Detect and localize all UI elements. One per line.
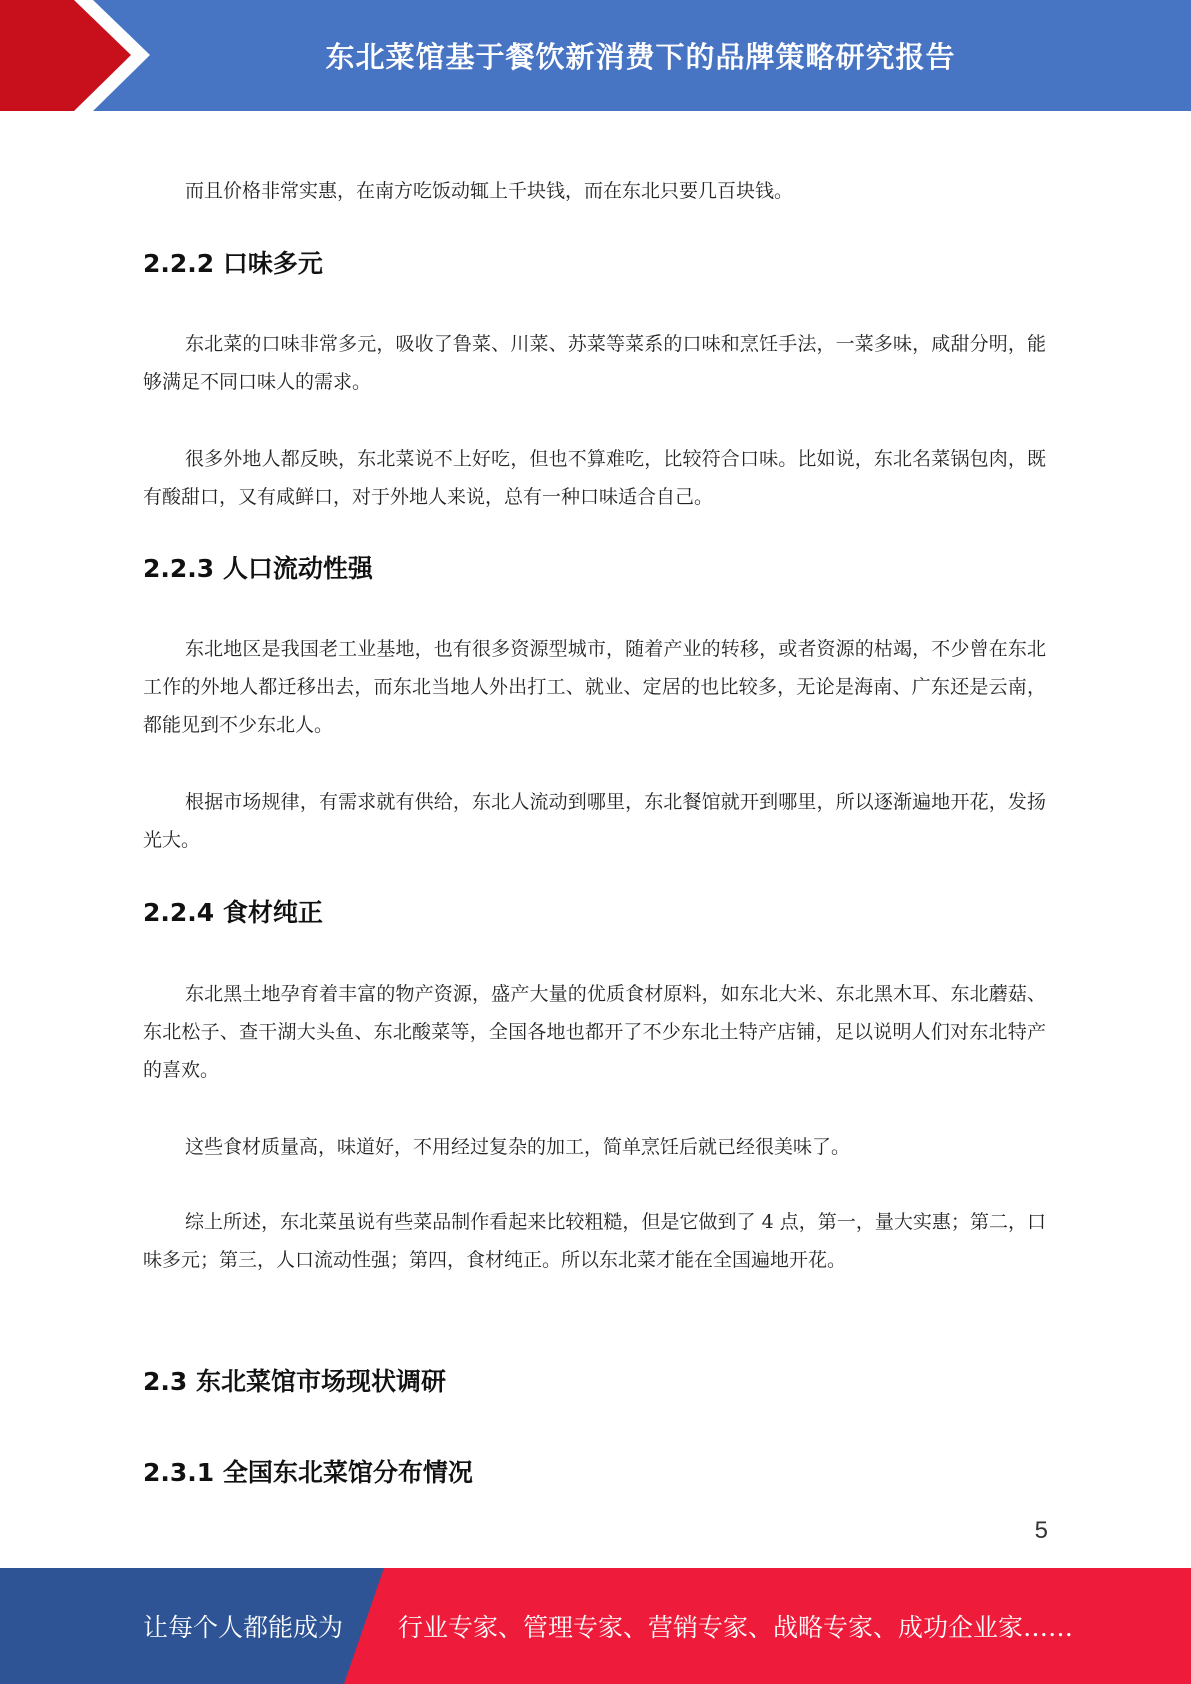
section-heading-2-2-3: 2.2.3 人口流动性强: [143, 554, 373, 583]
paragraph-ingredients: 东北黑土地孕育着丰富的物产资源，盛产大量的优质食材原料，如东北大米、东北黑木耳、东北蘑菇、东北松子、查干湖大头鱼、东北酸菜等，全国各地也都开了不少东北土特产店铺，足以说明人们对东北特产的喜欢。: [143, 983, 1046, 1081]
section-heading-2-2-4: 2.2.4 食材纯正: [143, 898, 323, 927]
page-number: 5: [1034, 1517, 1048, 1544]
footer-slogan-right: 行业专家、管理专家、营销专家、战略专家、成功企业家……: [398, 1613, 1074, 1642]
paragraph-migration: 东北地区是我国老工业基地，也有很多资源型城市，随着产业的转移，或者资源的枯竭，不少曾在东北工作的外地人都迁移出去，而东北当地人外出打工、就业、定居的也比较多，无论是海南、广东还是云南，都能见到不少东北人。: [143, 638, 1046, 736]
page-footer-banner: [0, 1568, 1191, 1684]
paragraph-summary: 综上所述，东北菜虽说有些菜品制作看起来比较粗糙，但是它做到了 4 点，第一，量大实惠；第二，口味多元；第三，人口流动性强；第四，食材纯正。所以东北菜才能在全国遍地开花。: [143, 1211, 1046, 1271]
paragraph-price: 而且价格非常实惠，在南方吃饭动辄上千块钱，而在东北只要几百块钱。: [185, 180, 794, 202]
footer-slogan-left: 让每个人都能成为: [143, 1613, 344, 1642]
paragraph-feedback: 很多外地人都反映，东北菜说不上好吃，但也不算难吃，比较符合口味。比如说，东北名菜锅包肉，既有酸甜口，又有咸鲜口，对于外地人来说，总有一种口味适合自己。: [143, 448, 1046, 508]
paragraph-quality: 这些食材质量高，味道好，不用经过复杂的加工，简单烹饪后就已经很美味了。: [185, 1136, 851, 1158]
section-heading-2-3-1: 2.3.1 全国东北菜馆分布情况: [143, 1458, 473, 1487]
report-title: 东北菜馆基于餐饮新消费下的品牌策略研究报告: [325, 40, 956, 74]
paragraph-taste: 东北菜的口味非常多元，吸收了鲁菜、川菜、苏菜等菜系的口味和烹饪手法，一菜多味，咸甜分明，能够满足不同口味人的需求。: [143, 333, 1046, 393]
paragraph-market-law: 根据市场规律，有需求就有供给，东北人流动到哪里，东北餐馆就开到哪里，所以逐渐遍地开花，发扬光大。: [143, 791, 1046, 851]
page-header-banner: [0, 0, 1191, 111]
section-heading-2-3: 2.3 东北菜馆市场现状调研: [143, 1367, 446, 1396]
section-heading-2-2-2: 2.2.2 口味多元: [143, 249, 323, 278]
